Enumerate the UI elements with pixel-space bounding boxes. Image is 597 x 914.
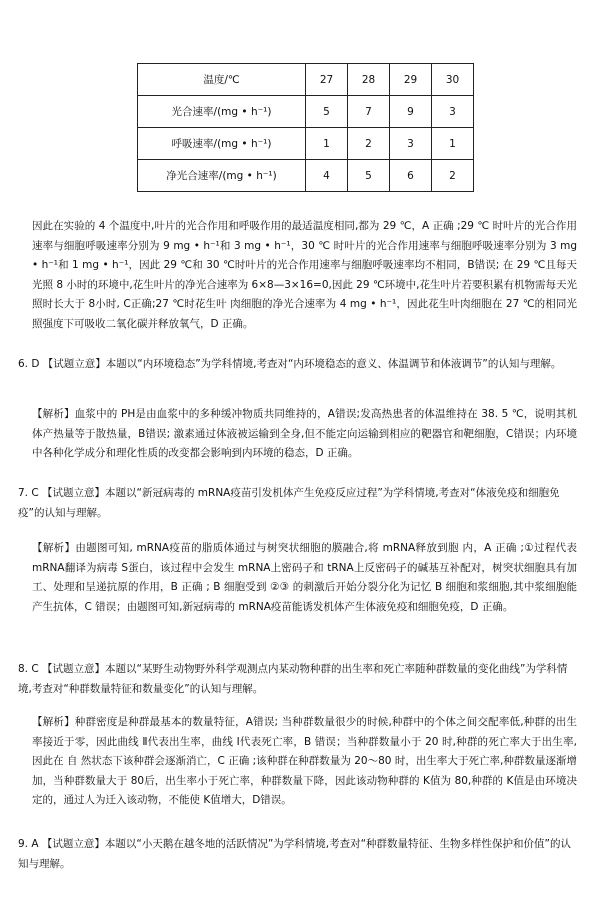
question-6-heading: 6. D 【试题立意】本题以“内环境稳态”为学科情境,考查对“内环境稳态的意义、体温调节和体液调节”的认知与理解。 <box>18 358 562 370</box>
cell: 28 <box>348 64 390 96</box>
cell: 29 <box>390 64 432 96</box>
cell: 2 <box>432 160 474 192</box>
table-row <box>138 64 474 96</box>
row-label: 温度/℃ <box>138 64 306 96</box>
question-7-heading: 7. C 【试题立意】本题以“新冠病毒的 mRNA疫苗引发机体产生免疫反应过程”为学科情境,考查对“体液免疫和细胞免疫”的认知与理解。 <box>18 487 560 519</box>
cell: 2 <box>348 128 390 160</box>
question-8-heading: 8. C 【试题立意】本题以“某野生动物野外科学观测点内某动物种群的出生率和死亡率随种群数量的变化曲线”为学科情境,考查对“种群数量特征和数量变化”的认知与理解。 <box>18 663 568 695</box>
question-8-analysis: 【解析】种群密度是种群最基本的数量特征，A错误; 当种群数量很少的时候,种群中的个体之间交配率低,种群的出生率接近于零，因此曲线 Ⅱ代表出生率，曲线 Ⅰ代表死亡率，B 错误；当种群数量小于 20 时,种群的死亡率大于出生率,因此在 自 然状态下该种群会逐渐消亡，C 正确 ;该种群在种群数量为 20～80 时，出生率大于死亡率,种群数量逐渐增加，当种群数量大于 80后，出生率小于死亡率，种群数量下降，因此该动物种群的 K值为 80,种群的 K值是由环境决定的，通过人为迁入该动物，不能使 K值增大，D错误。 <box>32 716 577 806</box>
cell: 1 <box>432 128 474 160</box>
cell: 3 <box>390 128 432 160</box>
row-label: 净光合速率/(mg • h⁻¹) <box>138 160 306 192</box>
cell: 3 <box>432 96 474 128</box>
cell: 4 <box>306 160 348 192</box>
table-row <box>138 128 474 160</box>
cell: 6 <box>390 160 432 192</box>
cell: 1 <box>306 128 348 160</box>
cell: 30 <box>432 64 474 96</box>
question-9-heading: 9. A 【试题立意】本题以“小天鹅在越冬地的活跃情况”为学科情境,考查对“种群数量特征、生物多样性保护和价值”的认知与理解。 <box>18 838 571 870</box>
explanation-paragraph: 因此在实验的 4 个温度中,叶片的光合作用和呼吸作用的最适温度相同,都为 29 ℃，A 正确 ;29 ℃ 时叶片的光合作用速率与细胞呼吸速率分别为 9 mg • h⁻¹和 3 mg • h⁻¹，30 ℃ 时叶片的光合作用速率与细胞呼吸速率分别为 3 mg • h⁻¹和 1 mg • h⁻¹，因此 29 ℃和 30 ℃时叶片的光合作用速率与细胞呼吸速率均不相同，B错误; 在 29 ℃且每天光照 8 小时的环境中,花生叶片的净光合速率为 6×8—3×16=0,因此 29 ℃环境中,花生叶片若要积累有机物需每天光照时长大于 8小时, C正确;27 ℃时花生叶 肉细胞的净光合速率为 4 mg • h⁻¹，因此花生叶肉细胞在 27 ℃的相同光照强度下可吸收二氧化碳并释放氧气，D 正确。 <box>32 220 578 330</box>
question-7-analysis: 【解析】由题图可知, mRNA疫苗的脂质体通过与树突状细胞的膜融合,将 mRNA释放到胞 内，A 正确 ;①过程代表 mRNA翻译为病毒 S蛋白，该过程中会发生 mRNA上密码子和 tRNA上反密码子的碱基互补配对，树突状细胞具有加工、处理和呈递抗原的作用，B 正确 ; B 细胞受到 ②③ 的刺激后开始分裂分化为记忆 B 细胞和浆细胞,其中浆细胞能产生抗体，C 错误；由题图可知,新冠病毒的 mRNA疫苗能诱发机体产生体液免疫和细胞免疫，D 正确。 <box>32 542 577 613</box>
row-label: 呼吸速率/(mg • h⁻¹) <box>138 128 306 160</box>
cell: 9 <box>390 96 432 128</box>
table-row <box>138 96 474 128</box>
data-table <box>137 63 474 192</box>
cell: 27 <box>306 64 348 96</box>
table-row <box>138 160 474 192</box>
row-label: 光合速率/(mg • h⁻¹) <box>138 96 306 128</box>
cell: 5 <box>348 160 390 192</box>
question-6-analysis: 【解析】血浆中的 PH是由血浆中的多种缓冲物质共同维持的，A错误;发高热患者的体温维持在 38. 5 ℃，说明其机 体产热量等于散热量，B错误; 激素通过体液被运输到全身,但不能定向运输到相应的靶器官和靶细胞，C错误；内环境中各种化学成分和理化性质的改变都会影响到内环境的稳态，D 正确。 <box>32 408 577 459</box>
cell: 5 <box>306 96 348 128</box>
cell: 7 <box>348 96 390 128</box>
